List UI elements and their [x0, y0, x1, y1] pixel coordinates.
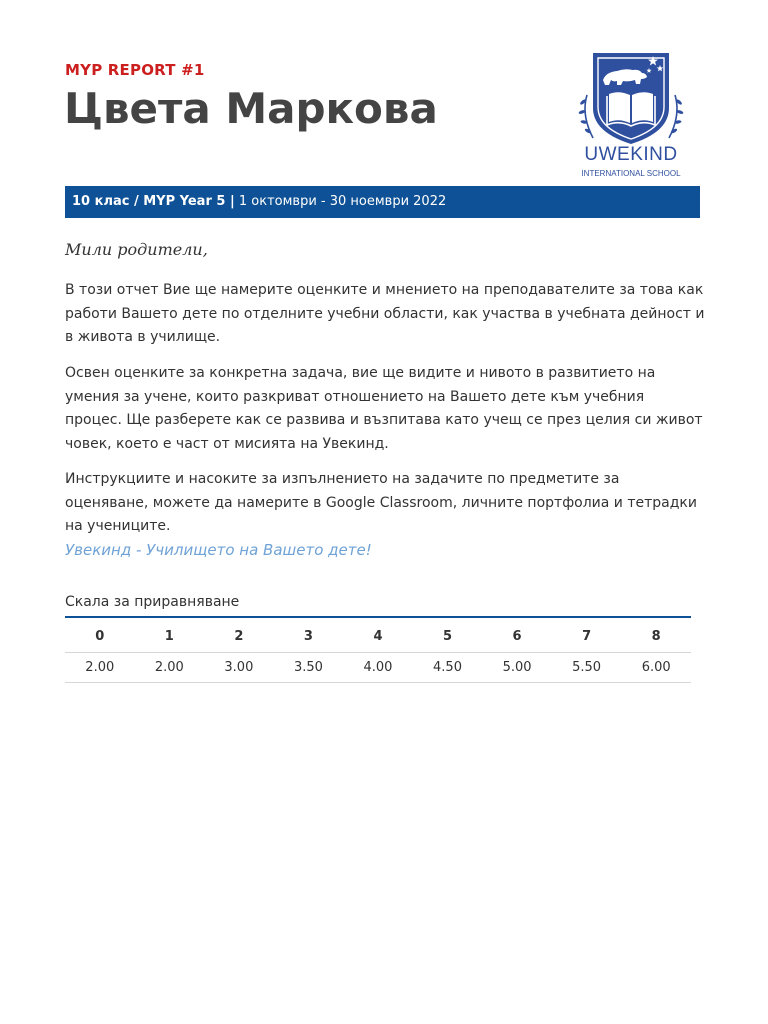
- period-label: 1 октомври - 30 ноември 2022: [238, 194, 447, 209]
- level-header: 7: [552, 620, 622, 653]
- greeting: Мили родители,: [65, 240, 208, 259]
- paragraph: Освен оценките за конкретна задача, вие ще видите и нивото в развитието на умения за учене, които разкриват отношението на Вашето дете към учебния процес. Ще разберете как се развива и възпитава като учещ се през целия си живот човек, което е част от мисията на Увекинд.: [65, 365, 703, 452]
- grade-cell: 3.00: [204, 653, 274, 683]
- grade-cell: 2.00: [135, 653, 205, 683]
- info-bar: [65, 186, 700, 218]
- scale-title: Скала за приравняване: [65, 594, 240, 610]
- grade-cell: 4.50: [413, 653, 483, 683]
- table-row: [65, 653, 691, 683]
- paragraph: В този отчет Вие ще намерите оценките и мнението на преподавателите за това как работи Вашето дете по отделните учебни области, как участва в учебната дейност и в живота в училище.: [65, 282, 705, 345]
- school-logo-name: UWEKIND: [584, 144, 678, 165]
- grade-cell: 5.50: [552, 653, 622, 683]
- level-header: 0: [65, 620, 135, 653]
- scale-divider: [65, 616, 691, 618]
- grade-cell: 2.00: [65, 653, 135, 683]
- level-header: 4: [343, 620, 413, 653]
- grade-label: 10 клас / MYP Year 5 |: [72, 194, 235, 209]
- level-header: 5: [413, 620, 483, 653]
- table-header-row: [65, 620, 691, 653]
- grade-cell: 3.50: [274, 653, 344, 683]
- paragraph: Инструкциите и насоките за изпълнението на задачите по предметите за оценяване, можете да намерите в Google Classroom, личните портфолиа и тетрадки на учениците.: [65, 471, 697, 534]
- level-header: 2: [204, 620, 274, 653]
- grade-cell: 4.00: [343, 653, 413, 683]
- level-header: 6: [482, 620, 552, 653]
- grade-cell: 6.00: [621, 653, 691, 683]
- tagline: Увекинд - Училището на Вашето дете!: [65, 541, 372, 559]
- level-header: 1: [135, 620, 205, 653]
- grade-cell: 5.00: [482, 653, 552, 683]
- school-logo-subtitle: INTERNATIONAL SCHOOL: [581, 169, 681, 177]
- scale-table: [65, 620, 691, 683]
- student-name: Цвета Маркова: [64, 84, 438, 133]
- level-header: 8: [621, 620, 691, 653]
- report-label: MYP REPORT #1: [65, 61, 205, 79]
- level-header: 3: [274, 620, 344, 653]
